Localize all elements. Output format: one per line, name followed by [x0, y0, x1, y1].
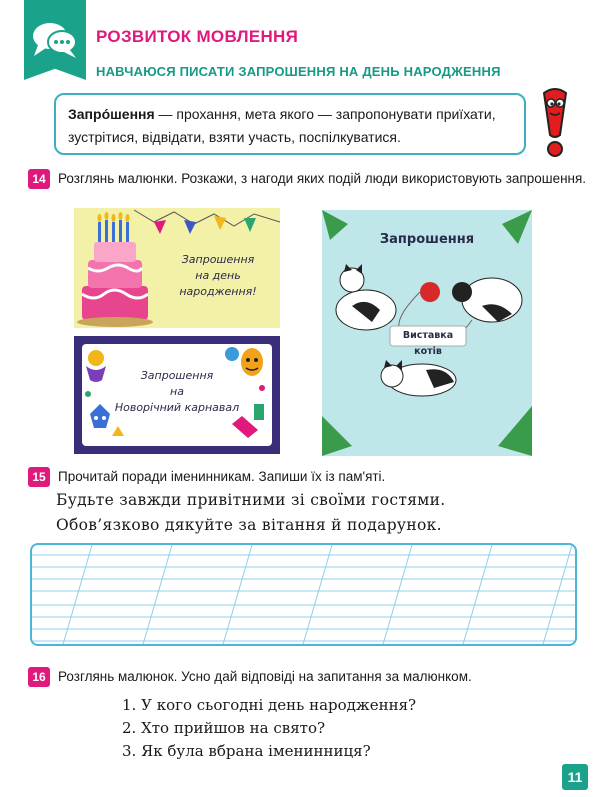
birthday-invitation-picture	[74, 208, 280, 328]
page-number: 11	[562, 764, 588, 790]
section-subtitle: НАВЧАЮСЯ ПИСАТИ ЗАПРОШЕННЯ НА ДЕНЬ НАРОДЖЕННЯ	[96, 64, 501, 79]
task-number-14: 14	[28, 169, 50, 189]
carnival-invitation-picture	[74, 336, 280, 454]
section-title: РОЗВИТОК МОВЛЕННЯ	[96, 27, 299, 46]
cats-card-title: Запрошення	[379, 232, 475, 247]
exclamation-icon	[538, 83, 572, 161]
question-1: 1. У кого сьогодні день народження?	[122, 696, 417, 714]
definition-text: — прохання, мета якого — запропонувати приїхати, зустрітися, відвідати, взяти участь, поспілкуватися.	[68, 106, 496, 145]
advice-line-1: Будьте завжди привітними зі своїми гостями.	[56, 491, 446, 509]
question-3: 3. Як була вбрана іменинниця?	[122, 742, 371, 760]
task-16-instruction: Розглянь малюнок. Усно дай відповіді на запитання за малюнком.	[58, 669, 472, 684]
birthday-card-line1: Запрошення	[181, 253, 255, 266]
carnival-card-line2: на	[170, 385, 184, 398]
task-15-instruction: Прочитай поради іменинникам. Запиши їх із пам'яті.	[58, 469, 386, 484]
definition-box	[54, 93, 526, 155]
chat-bubbles-icon	[30, 18, 80, 62]
carnival-card-line3: Новорічний карнавал	[114, 401, 240, 414]
advice-line-2: Обов’язково дякуйте за вітання й подарунок.	[56, 516, 442, 534]
task-14-instruction: Розглянь малюнки. Розкажи, з нагоди яких подій люди використовують запрошення.	[58, 171, 587, 186]
cat-show-invitation-picture	[322, 210, 532, 456]
birthday-card-line2: на день народження!	[179, 269, 257, 298]
section-tab-marker	[24, 0, 86, 80]
cats-card-label: Виставка котів	[402, 330, 454, 357]
handwriting-practice-area[interactable]	[30, 543, 577, 646]
writing-lines	[32, 545, 577, 646]
task-number-15: 15	[28, 467, 50, 487]
task-number-16: 16	[28, 667, 50, 687]
question-2: 2. Хто прийшов на свято?	[122, 719, 326, 737]
definition-term: Запро́шення	[68, 106, 155, 122]
carnival-card-line1: Запрошення	[140, 369, 214, 382]
